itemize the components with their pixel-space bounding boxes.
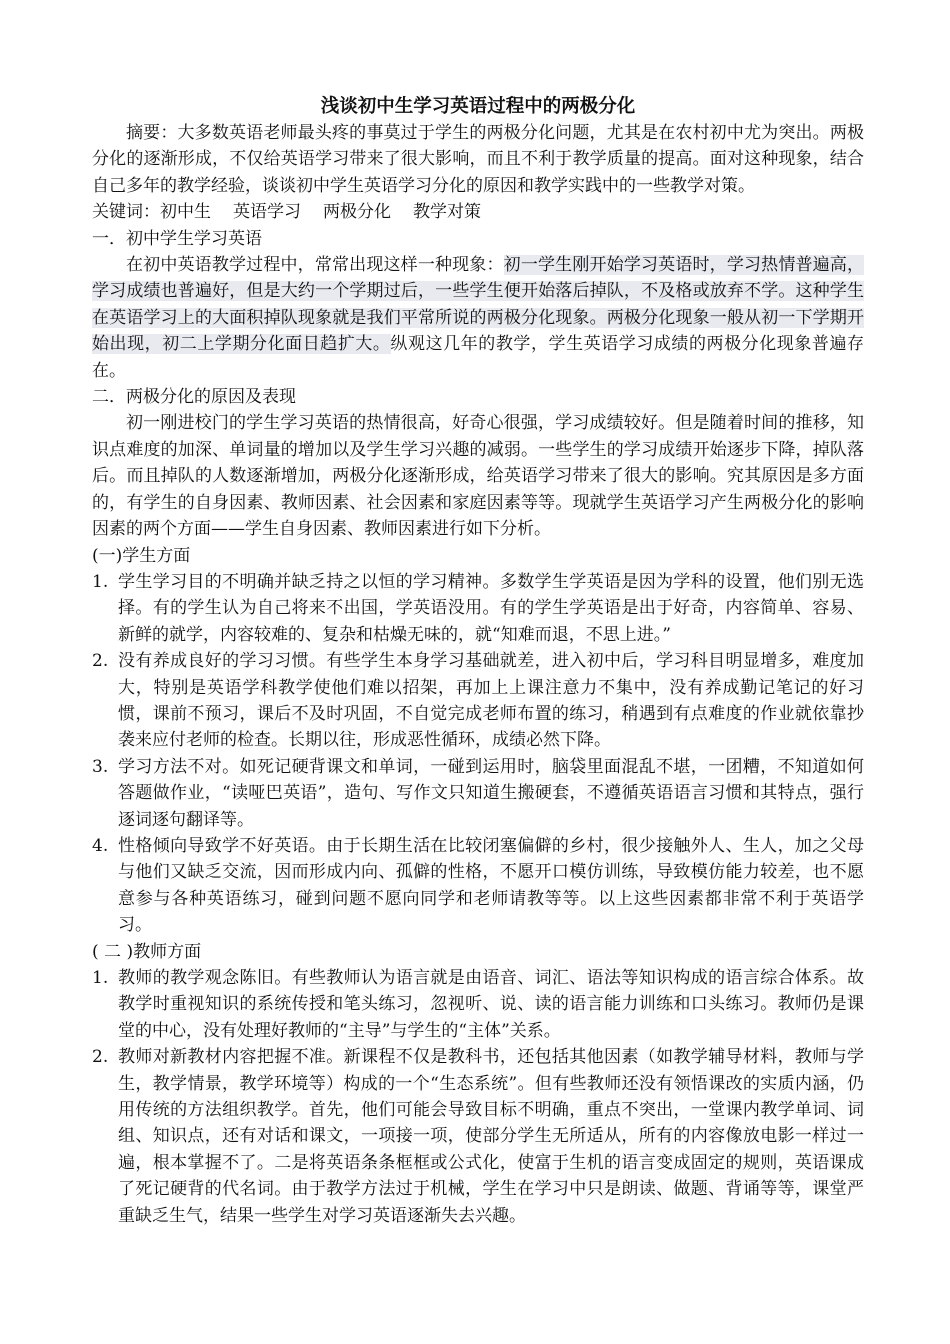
- document-title: 浅谈初中生学习英语过程中的两极分化: [320, 96, 636, 117]
- list-item: [92, 569, 864, 648]
- keyword: 两极分化: [323, 202, 391, 223]
- list-item-text: 性格倾向导致学不好英语。由于长期生活在比较闭塞偏僻的乡村，很少接触外人、生人，加之父母与他们又缺乏交流，因而形成内向、孤僻的性格，不愿开口模仿训练，导致模仿能力较差，也不愿意参与各种英语练习，碰到问题不愿向同学和老师请教等等。以上这些因素都非常不利于英语学习。: [118, 835, 864, 936]
- list-number: 3.: [92, 756, 109, 777]
- section-paragraph: 初一刚进校门的学生学习英语的热情很高，好奇心很强，学习成绩较好。但是随着时间的推移，知识点难度的加深、单词量的增加以及学生学习兴趣的减弱。一些学生的学习成绩开始逐步下降，掉队落后。而且掉队的人数逐渐增加，两极分化逐渐形成，给英语学习带来了很大的影响。究其原因是多方面的，有学生的自身因素、教师因素、社会因素和家庭因素等等。现就学生英语学习产生两极分化的影响因素的两个方面——学生自身因素、教师因素进行如下分析。: [92, 413, 864, 540]
- keyword: 初中生: [160, 202, 211, 223]
- paragraph-text: 在初中英语教学过程中，常常出现这样一种现象：: [126, 255, 504, 276]
- abstract-paragraph: 摘要：大多数英语老师最头疼的事莫过于学生的两极分化问题，尤其是在农村初中尤为突出。两极分化的逐渐形成，不仅给英语学习带来了很大影响，而且不利于教学质量的提高。面对这种现象，结合自己多年的教学经验，谈谈初中学生英语学习分化的原因和教学实践中的一些教学对策。: [92, 123, 864, 196]
- keyword: 教学对策: [413, 202, 481, 223]
- highlighted-text[interactable]: 初一学生刚开始学习英语时，学习热情普遍高，学习成绩也普遍好，但是大约一个学期过后，一些学生便开始落后掉队，不及格或放弃不学。这种学生在英语学习上的大面积掉队现象就是我们平常所说的两极分化现象。两极分化现象一般从初一下学期开始出现，初二上学期分化面日趋扩大。: [92, 255, 865, 355]
- list-item: [92, 1044, 864, 1229]
- list-number: 1.: [92, 968, 109, 988]
- list-item: [92, 648, 864, 754]
- list-item-text: 学生学习目的不明确并缺乏持之以恒的学习精神。多数学生学英语是因为学科的设置，他们别无选择。有的学生认为自己将来不出国，学英语没用。有的学生学英语是出于好奇，内容简单、容易、新鲜的就学，内容较难的、复杂和枯燥无味的，就“知难而退，不思上进。”: [118, 571, 864, 645]
- keywords-label: 关键词：: [92, 202, 160, 223]
- keywords-line: [92, 199, 864, 225]
- list-number: 4.: [92, 835, 109, 856]
- section-heading: 一．初中学生学习英语: [92, 228, 262, 249]
- list-item: [92, 833, 864, 939]
- subsection-heading: ( 二 )教师方面: [92, 941, 202, 962]
- student-factors-list: [92, 569, 864, 939]
- list-item-text: 没有养成良好的学习习惯。有些学生本身学习基础就差，进入初中后，学习科目明显增多，难度加大，特别是英语学科教学使他们难以招架，再加上上课注意力不集中，没有养成勤记笔记的好习惯，课前不预习，课后不及时巩固，不自觉完成老师布置的练习，稍遇到有点难度的作业就依靠抄袭来应付老师的检查。长期以往，形成恶性循环，成绩必然下降。: [118, 651, 864, 751]
- document-page: [92, 94, 864, 1229]
- section-heading: 二．两极分化的原因及表现: [92, 387, 296, 408]
- list-item: [92, 965, 864, 1044]
- list-item: [92, 754, 864, 833]
- list-number: 2.: [92, 1047, 109, 1068]
- list-item-text: 学习方法不对。如死记硬背课文和单词，一碰到运用时，脑袋里面混乱不堪，一团糟，不知道如何答题做作业，“读哑巴英语”，造句、写作文只知道生搬硬套，不遵循英语语言习惯和其特点，强行逐词逐句翻译等。: [118, 756, 864, 830]
- section-paragraph: [92, 252, 864, 384]
- keyword: 英语学习: [233, 202, 301, 223]
- list-number: 2.: [92, 651, 109, 672]
- list-item-text: 教师的教学观念陈旧。有些教师认为语言就是由语音、词汇、语法等知识构成的语言综合体系。故教学时重视知识的系统传授和笔头练习，忽视听、说、读的语言能力训练和口头练习。教师仍是课堂的中心，没有处理好教师的“主导”与学生的“主体”关系。: [118, 968, 864, 1041]
- list-number: 1.: [92, 571, 109, 592]
- teacher-factors-list: [92, 965, 864, 1229]
- paragraph-text: 纵观这几年的教学，学生英语学习成绩的两极分化现象普遍存在。: [92, 334, 865, 381]
- subsection-heading: (一)学生方面: [92, 545, 191, 566]
- list-item-text: 教师对新教材内容把握不准。新课程不仅是教科书，还包括其他因素（如教学辅导材料，教师与学生，教学情景，教学环境等）构成的一个“生态系统”。但有些教师还没有领悟课改的实质内涵，仍用传统的方法组织教学。首先，他们可能会导致目标不明确，重点不突出，一堂课内教学单词、词组、知识点，还有对话和课文，一项接一项，使部分学生无所适从，所有的内容像放电影一样过一遍，根本掌握不了。二是将英语条条框框或公式化，使富于生机的语言变成固定的规则，英语课成了死记硬背的代名词。由于教学方法过于机械，学生在学习中只是朗读、做题、背诵等等，课堂严重缺乏生气，结果一些学生对学习英语逐渐失去兴趣。: [118, 1047, 864, 1226]
